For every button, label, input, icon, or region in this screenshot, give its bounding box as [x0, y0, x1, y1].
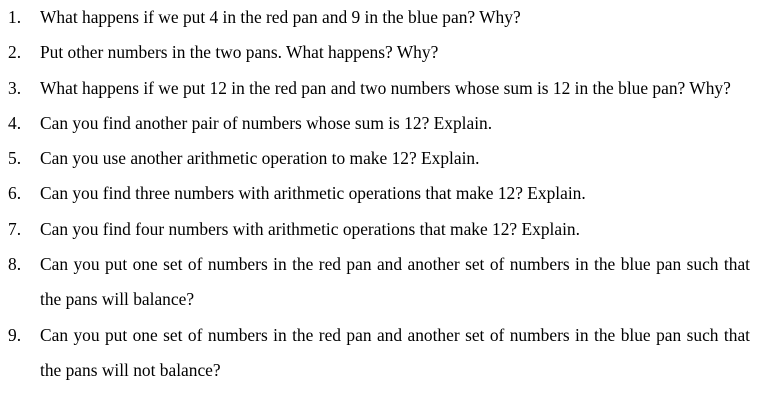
question-text: Can you put one set of numbers in the red pan and another set of numbers in the blue pan such that the pans will not balance?	[40, 324, 750, 380]
question-item-9	[0, 318, 760, 389]
question-item-4	[0, 106, 760, 141]
question-number: 3.	[8, 77, 22, 98]
question-number: 5.	[8, 148, 22, 169]
question-text: Can you find four numbers with arithmetic operations that make 12? Explain.	[40, 218, 580, 239]
question-number: 9.	[8, 324, 22, 345]
question-number: 8.	[8, 254, 22, 275]
question-item-5	[0, 141, 760, 176]
question-number: 6.	[8, 183, 22, 204]
question-number: 2.	[8, 42, 22, 63]
question-item-7	[0, 212, 760, 247]
question-text: What happens if we put 12 in the red pan and two numbers whose sum is 12 in the blue pan? Why?	[40, 77, 731, 98]
question-number: 7.	[8, 218, 22, 239]
question-text: Can you use another arithmetic operation to make 12? Explain.	[40, 148, 480, 169]
question-number: 1.	[8, 7, 22, 27]
question-item-3	[0, 71, 760, 106]
question-text: Can you find three numbers with arithmetic operations that make 12? Explain.	[40, 183, 586, 204]
question-text: What happens if we put 4 in the red pan and 9 in the blue pan? Why?	[40, 7, 521, 27]
question-item-2	[0, 35, 760, 70]
question-text: Put other numbers in the two pans. What happens? Why?	[40, 42, 439, 63]
question-item-8	[0, 247, 760, 318]
question-text: Can you put one set of numbers in the red pan and another set of numbers in the blue pan such that the pans will balance?	[40, 254, 750, 310]
question-number: 4.	[8, 112, 22, 133]
question-item-1	[0, 0, 760, 35]
question-item-6	[0, 176, 760, 211]
question-text: Can you find another pair of numbers whose sum is 12? Explain.	[40, 112, 493, 133]
